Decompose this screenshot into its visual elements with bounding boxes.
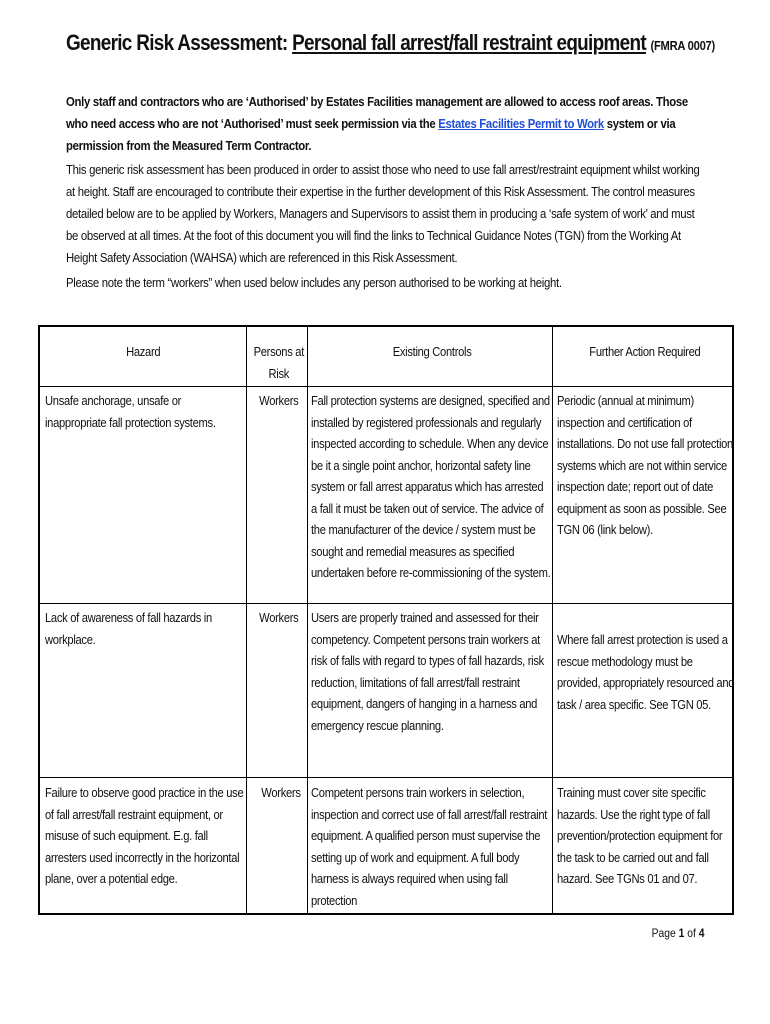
of-label: of	[686, 926, 696, 940]
header-persons-at-risk: Persons at Risk	[253, 344, 305, 381]
column-divider	[552, 327, 553, 913]
title-code: (FMRA 0007)	[650, 38, 715, 53]
page-label: Page	[651, 926, 676, 940]
row1-hazard: Unsafe anchorage, unsafe or inappropriate fall protection systems.	[45, 393, 216, 430]
intro-paragraph: This generic risk assessment has been produced in order to assist those who need to use fall arrest/restraint equipment whilst working at height. Staff are encouraged to contribute their expertise in the further development of this Risk Assessment. The control measures detailed below are to be applied by Workers, Managers and Supervisors to assist them in producing a ‘safe system of work’ and must be observed at all times. At the foot of this document you will find the links to Technical Guidance Notes (TGN) from the Working At Height Safety Association (WAHSA) which are referenced in this Risk Assessment.	[66, 162, 700, 265]
row3-action: Training must cover site specific hazards. Use the right type of fall prevention/protection equipment for the task to be carried out and fall hazard. See TGNs 01 and 07.	[557, 785, 723, 886]
risk-table	[38, 325, 734, 915]
row3-persons: Workers	[261, 785, 301, 800]
row3-hazard: Failure to observe good practice in the use of fall arrest/fall restraint equipment, or misuse of such equipment. E.g. fall arresters used incorrectly in the horizontal plane, over a potential edge.	[45, 785, 244, 886]
title-subject: Personal fall arrest/fall restraint equipment	[292, 30, 646, 55]
access-notice-text: Only staff and contractors who are ‘Authorised’ by Estates Facilities management are allowed to access roof areas. Those who need access who are not ‘Authorised’ must seek permission via the	[66, 94, 688, 131]
page-counter	[651, 926, 704, 940]
column-divider	[246, 327, 247, 913]
header-existing-controls: Existing Controls	[392, 344, 472, 359]
access-notice	[66, 91, 702, 157]
row-divider	[40, 603, 732, 604]
row2-controls: Users are properly trained and assessed for their competency. Competent persons train workers at risk of falls with regard to types of fall hazards, risk reduction, limitations of fall arrest/fall restraint equipment, dangers of hanging in a harness and emergency rescue planning.	[311, 610, 544, 733]
header-further-action: Further Action Required	[589, 344, 701, 359]
row2-hazard: Lack of awareness of fall hazards in workplace.	[45, 610, 212, 647]
header-hazard: Hazard	[126, 344, 161, 359]
row2-action: Where fall arrest protection is used a rescue methodology must be provided, appropriately resourced and task / area specific. See TGN 05.	[557, 632, 735, 712]
title-prefix: Generic Risk Assessment:	[66, 30, 293, 55]
page-number: 1	[678, 926, 684, 940]
page-title	[66, 30, 715, 56]
row1-action: Periodic (annual at minimum) inspection and certification of installations. Do not use fall protection systems which are not within service inspection date; report out of date equipment as soon as possible. See TGN 06 (link below).	[557, 393, 733, 537]
row3-controls: Competent persons train workers in selection, inspection and correct use of fall arrest/fall restraint equipment. A qualified person must supervise the setting up of work and equipment. A full body harness is always required when using fall protection	[311, 785, 548, 908]
permit-to-work-link[interactable]: Estates Facilities Permit to Work	[438, 116, 604, 131]
row-divider	[40, 386, 732, 387]
row2-persons: Workers	[259, 610, 299, 625]
workers-note: Please note the term “workers” when used below includes any person authorised to be working at height.	[66, 275, 562, 290]
access-notice-tail: system or via permission from the Measured Term Contractor.	[66, 116, 676, 153]
row1-persons: Workers	[259, 393, 299, 408]
row-divider	[40, 777, 732, 778]
page-total: 4	[698, 926, 704, 940]
row1-controls: Fall protection systems are designed, specified and installed by registered professionals and regularly inspected according to schedule. When any device be it a single point anchor, horizontal safety line system or fall arrest apparatus which has arrested a fall it must be taken out of service. The advice of the manufacturer of the device / system must be sought and remedial measures as specified undertaken before re-commissioning of the system.	[311, 393, 551, 580]
